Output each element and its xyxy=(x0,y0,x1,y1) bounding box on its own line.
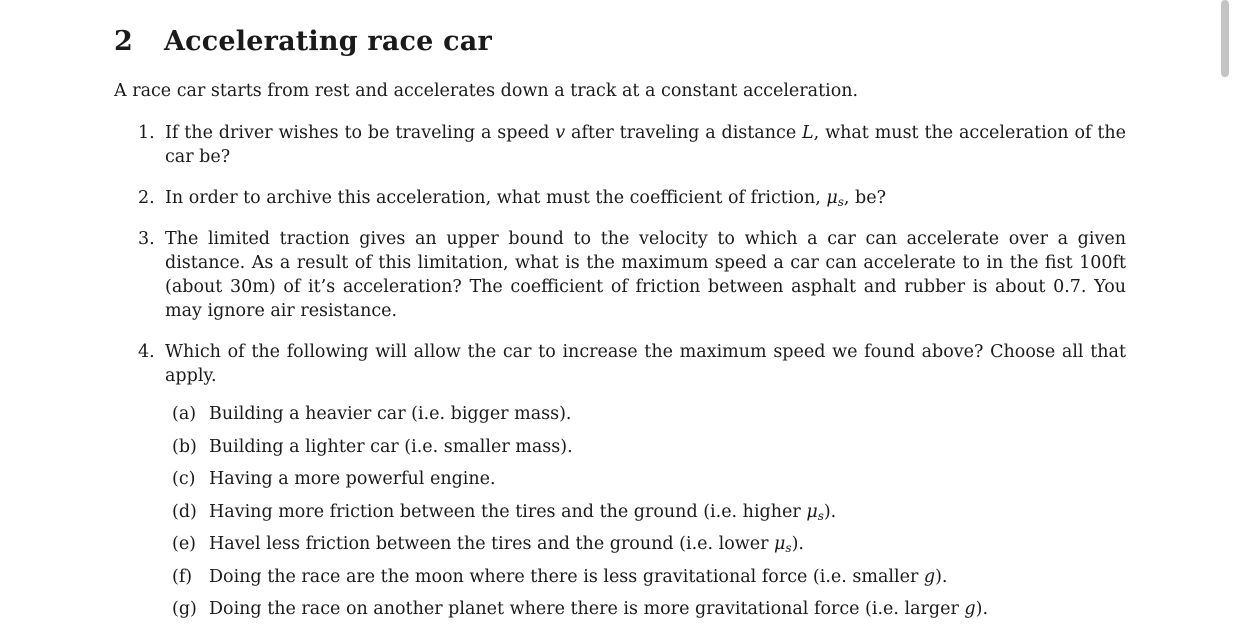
math-subscript-s: s xyxy=(817,509,824,523)
option-text: Doing the race on another planet where there is more gravitational force (i.e. larger g). xyxy=(209,599,989,619)
math-v: v xyxy=(555,123,566,143)
option-label: (a) xyxy=(172,404,197,424)
math-subscript-s: s xyxy=(785,541,792,555)
question-4 xyxy=(138,340,1126,388)
option-text: Havel less friction between the tires and the ground (i.e. lower $\mu_s$). xyxy=(209,534,804,555)
option-c xyxy=(172,469,496,489)
option-text: Doing the race are the moon where there is less gravitational force (i.e. smaller g). xyxy=(209,567,948,587)
math-mu: μ xyxy=(774,534,786,554)
section-title: Accelerating race car xyxy=(164,26,492,57)
option-label: (g) xyxy=(172,599,197,619)
question-text: In order to archive this acceleration, what must the coefficient of friction, $\mu_s$, be? xyxy=(165,188,886,209)
question-2 xyxy=(138,186,1126,214)
math-mu: μ xyxy=(826,188,838,208)
question-number: 3. xyxy=(138,229,155,249)
math-g: g xyxy=(964,599,976,619)
option-text: Having more friction between the tires and the ground (i.e. higher $\mu_s$). xyxy=(209,502,837,523)
option-label: (c) xyxy=(172,469,196,489)
math-mu: μ xyxy=(806,502,818,522)
option-label: (f) xyxy=(172,567,193,587)
option-a xyxy=(172,404,571,424)
question-text: The limited traction gives an upper bound to the velocity to which a car can accelerate over a given distance. As a result of this limitation, what is the maximum speed a car can accelerate to in the fist 100ft (about 30m) of it’s acceleration? The coefficient of friction between asphalt and rubber is about 0.7. You may ignore air resistance. xyxy=(165,229,1126,321)
option-text: Building a lighter car (i.e. smaller mass). xyxy=(209,437,573,457)
intro-text: A race car starts from rest and accelerates down a track at a constant acceleration. xyxy=(114,81,859,101)
option-label: (b) xyxy=(172,437,197,457)
question-text: If the driver wishes to be traveling a speed v after traveling a distance L, what must the acceleration of the car be? xyxy=(165,123,1126,167)
section-heading xyxy=(114,26,492,57)
math-g: g xyxy=(923,567,936,587)
math-L: L xyxy=(802,123,814,143)
vertical-scrollbar-thumb[interactable] xyxy=(1221,0,1229,77)
question-number: 4. xyxy=(138,342,155,362)
question-number: 2. xyxy=(138,188,155,208)
option-text: Building a heavier car (i.e. bigger mass). xyxy=(209,404,572,424)
question-3 xyxy=(138,227,1126,323)
section-number: 2 xyxy=(114,26,133,57)
option-f xyxy=(172,567,947,587)
option-text: Having a more powerful engine. xyxy=(209,469,496,489)
question-number: 1. xyxy=(138,123,155,143)
option-label: (e) xyxy=(172,534,197,554)
option-label: (d) xyxy=(172,502,197,522)
option-g xyxy=(172,599,988,619)
option-d xyxy=(172,502,836,523)
option-e xyxy=(172,534,804,555)
option-b xyxy=(172,437,573,457)
question-1 xyxy=(138,121,1126,169)
question-text: Which of the following will allow the car to increase the maximum speed we found above? Choose all that apply. xyxy=(165,342,1126,386)
math-subscript-s: s xyxy=(837,195,844,209)
